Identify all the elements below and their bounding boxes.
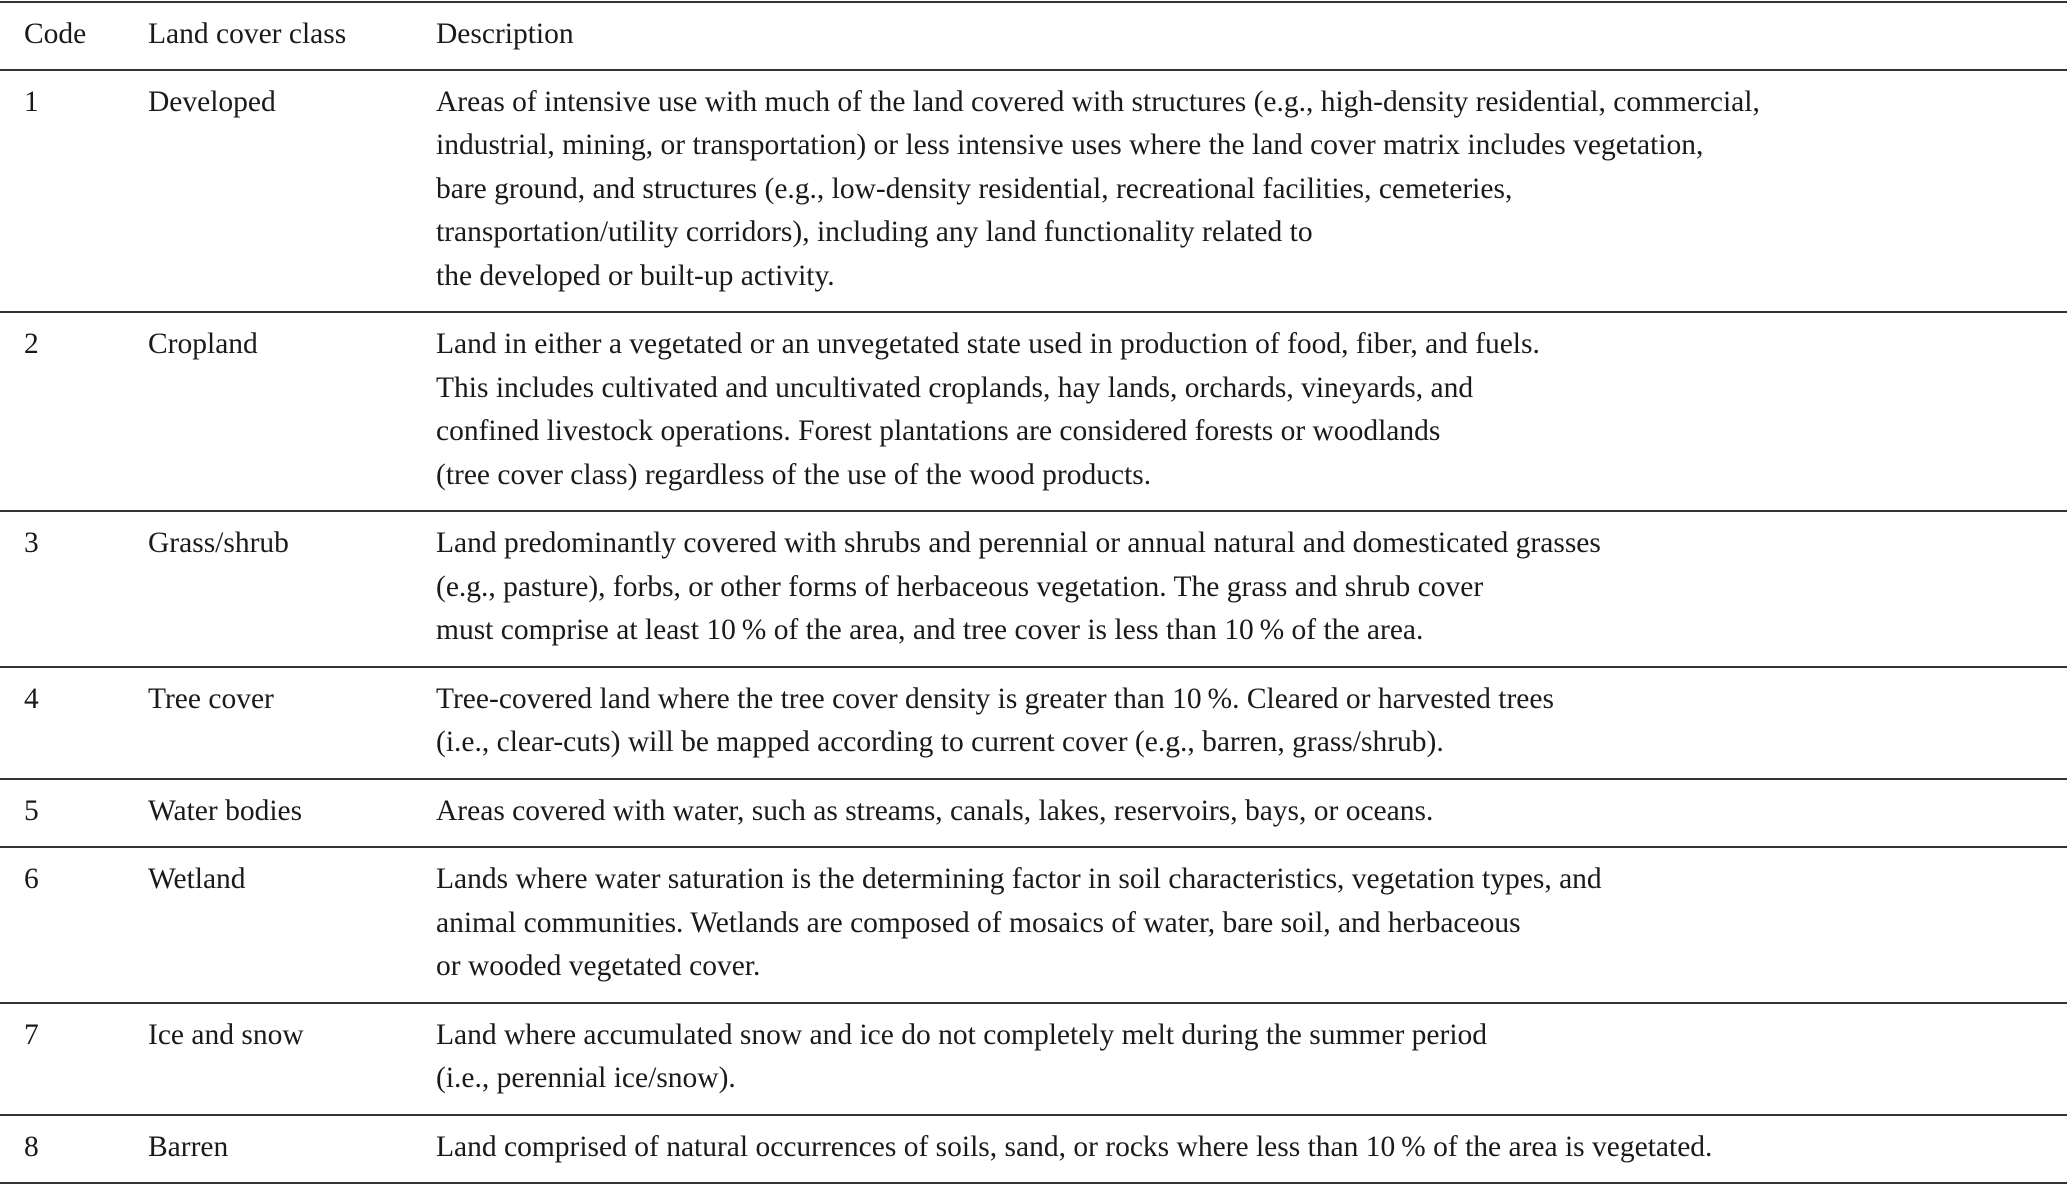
cell-description [436, 312, 2067, 511]
cell-code: 2 [24, 328, 39, 360]
description-line: Land in either a vegetated or an unvegetated state used in production of food, fiber, and fuels. [436, 328, 1540, 360]
cell-code: 1 [24, 85, 39, 118]
table-body [0, 70, 2067, 1184]
cell-description [436, 1115, 2067, 1184]
cell-description [436, 511, 2067, 667]
table-row [0, 847, 2067, 1003]
header-description: Description [436, 18, 574, 50]
description-line: transportation/utility corridors), including any land functionality related to [436, 216, 1313, 248]
description-line: (i.e., perennial ice/snow). [436, 1062, 736, 1094]
cell-code: 8 [24, 1130, 39, 1163]
description-line: (i.e., clear-cuts) will be mapped according to current cover (e.g., barren, grass/shrub). [436, 726, 1444, 758]
cell-class: Wetland [148, 863, 246, 895]
table-row [0, 1003, 2067, 1115]
table-row [0, 1115, 2067, 1184]
table-row [0, 667, 2067, 779]
cell-class: Grass/shrub [148, 527, 289, 559]
description-line: Lands where water saturation is the determining factor in soil characteristics, vegetation types, and [436, 863, 1602, 895]
cell-code: 6 [24, 863, 39, 895]
header-row [0, 2, 2067, 70]
cell-description [436, 779, 2067, 848]
cell-class: Cropland [148, 328, 258, 360]
description-line: bare ground, and structures (e.g., low-density residential, recreational facilities, cemeteries, [436, 172, 1513, 205]
table-row [0, 511, 2067, 667]
description-line: Land predominantly covered with shrubs and perennial or annual natural and domesticated grasses [436, 527, 1601, 559]
table-row [0, 312, 2067, 511]
description-line: must comprise at least 10 % of the area, and tree cover is less than 10 % of the area. [436, 614, 1424, 646]
description-line: Land comprised of natural occurrences of soils, sand, or rocks where less than 10 % of the area is vegetated. [436, 1130, 1713, 1163]
cell-description [436, 847, 2067, 1003]
land-cover-classification-table [0, 1, 2067, 1184]
cell-class: Tree cover [148, 682, 274, 715]
description-line: (e.g., pasture), forbs, or other forms of herbaceous vegetation. The grass and shrub cover [436, 570, 1484, 603]
cell-code: 5 [24, 794, 39, 827]
description-line: industrial, mining, or transportation) or less intensive uses where the land cover matrix includes vegetation, [436, 129, 1704, 161]
description-line: Land where accumulated snow and ice do not completely melt during the summer period [436, 1018, 1488, 1051]
description-line: This includes cultivated and uncultivated croplands, hay lands, orchards, vineyards, and [436, 371, 1474, 404]
description-line: Areas of intensive use with much of the land covered with structures (e.g., high-density residential, commercial, [436, 85, 1760, 118]
description-line: Tree-covered land where the tree cover density is greater than 10 %. Cleared or harvested trees [436, 682, 1554, 715]
cell-class: Barren [148, 1130, 229, 1163]
description-line: animal communities. Wetlands are composed of mosaics of water, bare soil, and herbaceous [436, 906, 1521, 939]
description-line: Areas covered with water, such as streams, canals, lakes, reservoirs, bays, or oceans. [436, 794, 1434, 827]
cell-class: Ice and snow [148, 1018, 304, 1051]
header-code: Code [24, 18, 87, 50]
cell-class: Developed [148, 85, 276, 118]
cell-description [436, 1003, 2067, 1115]
cell-code: 3 [24, 527, 39, 559]
description-line: (tree cover class) regardless of the use of the wood products. [436, 458, 1152, 491]
description-line: the developed or built-up activity. [436, 259, 835, 292]
table-row [0, 70, 2067, 313]
cell-code: 7 [24, 1018, 39, 1051]
description-line: confined livestock operations. Forest plantations are considered forests or woodlands [436, 415, 1441, 447]
table-header [0, 2, 2067, 70]
cell-description [436, 667, 2067, 779]
cell-description [436, 70, 2067, 313]
description-line: or wooded vegetated cover. [436, 950, 761, 982]
cell-class: Water bodies [148, 794, 303, 827]
header-land-cover-class: Land cover class [148, 18, 347, 50]
cell-code: 4 [24, 682, 39, 715]
table-row [0, 779, 2067, 848]
